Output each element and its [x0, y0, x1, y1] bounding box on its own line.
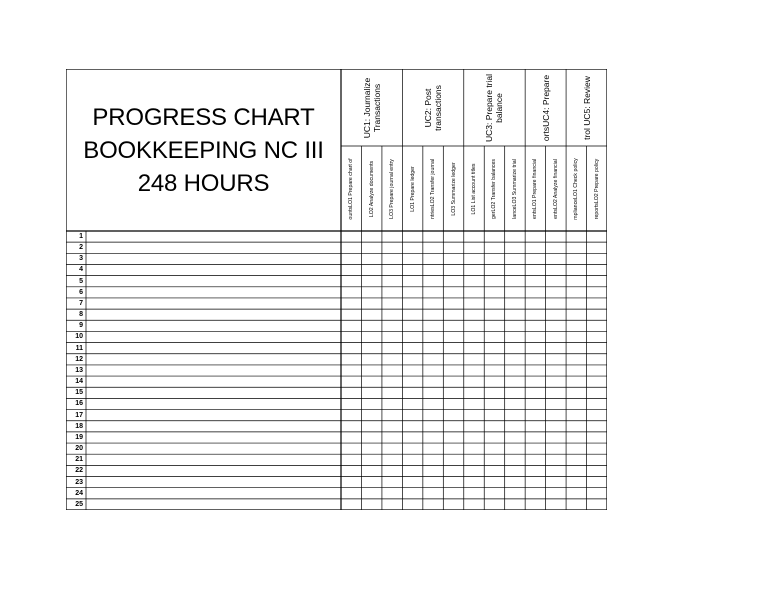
outcome-header-12 [566, 146, 586, 231]
chart-title [66, 69, 341, 231]
unit-header-label: ortsUC4: Prepare [540, 74, 551, 141]
row-number: 10 [75, 333, 83, 341]
outcome-header-11 [546, 146, 566, 231]
row-number: 14 [75, 378, 83, 386]
row-number: 15 [75, 389, 83, 397]
row-number: 12 [75, 355, 83, 363]
outcome-header-5 [423, 146, 443, 231]
title-line-3: 248 HOURS [137, 169, 270, 197]
row-number: 17 [75, 411, 83, 419]
row-number: 6 [79, 288, 83, 296]
unit-header-4 [525, 69, 566, 146]
row-number: 9 [79, 322, 83, 330]
outcome-header-label: LO3 Prepare journal entry [389, 158, 396, 219]
outcome-header-label: entsLO1 Prepare financial [532, 158, 539, 219]
outcome-header-7 [464, 146, 484, 231]
row-number: 13 [75, 366, 83, 374]
title-line-2: BOOKKEEPING NC III [83, 136, 324, 164]
row-number: 22 [75, 467, 83, 475]
row-number: 7 [79, 299, 83, 307]
row-number: 11 [75, 344, 83, 352]
outcome-header-label: LO2 Analyze documents [368, 160, 375, 217]
row-number: 1 [79, 233, 83, 240]
unit-header-label: UC3: Prepare trial balance [484, 73, 505, 142]
outcome-header-1 [341, 146, 361, 231]
outcome-header-4 [402, 146, 422, 231]
outcome-header-label: gerLO2 Transfer balances [491, 158, 498, 219]
outcome-header-label: ntriesLO2 Transfer journal [430, 158, 437, 219]
unit-header-5 [566, 69, 607, 146]
unit-header-1 [341, 69, 402, 146]
row-number: 19 [75, 433, 83, 441]
outcome-header-8 [484, 146, 504, 231]
unit-header-label: UC2: Post transactions [423, 84, 444, 131]
row-number: 2 [79, 244, 83, 252]
row-number: 3 [79, 255, 83, 263]
outcome-header-13 [587, 146, 607, 231]
outcome-header-label: LO3 Summarize ledger [450, 161, 457, 216]
outcome-header-label: LO1 List account titles [470, 162, 477, 215]
unit-header-2 [402, 69, 463, 146]
row-number: 25 [75, 500, 83, 508]
row-number: 5 [79, 277, 83, 285]
row-number: 16 [75, 400, 83, 408]
outcome-header-label: LO1 Prepare ledger [409, 165, 416, 212]
outcome-header-10 [525, 146, 545, 231]
outcome-header-label: mplianceLO1 Check policy [573, 157, 580, 220]
row-number: 18 [75, 422, 83, 430]
outcome-header-label: reportsLO2 Prepare policy [593, 158, 600, 219]
title-line-1: PROGRESS CHART [92, 103, 315, 131]
unit-header-3 [464, 69, 525, 146]
outcome-header-6 [443, 146, 463, 231]
row-number: 20 [75, 445, 83, 453]
row-number: 8 [79, 311, 83, 319]
outcome-header-label: entsLO2 Analyze financial [552, 158, 559, 219]
outcome-header-label: ountsLO1 Prepare chart of [348, 157, 355, 220]
row-number: 21 [75, 456, 83, 464]
row-number: 4 [79, 266, 83, 274]
progress-chart-table [66, 69, 607, 510]
row-number: 24 [75, 489, 83, 497]
outcome-header-2 [361, 146, 381, 231]
unit-header-label: trol UC5: Review [581, 75, 592, 140]
unit-header-label: UC1: Journalize Transactions [361, 77, 382, 138]
outcome-header-9 [505, 146, 525, 231]
row-number: 23 [75, 478, 83, 486]
outcome-header-label: lanceLO3 Summarize trial [511, 158, 518, 219]
outcome-header-3 [382, 146, 402, 231]
